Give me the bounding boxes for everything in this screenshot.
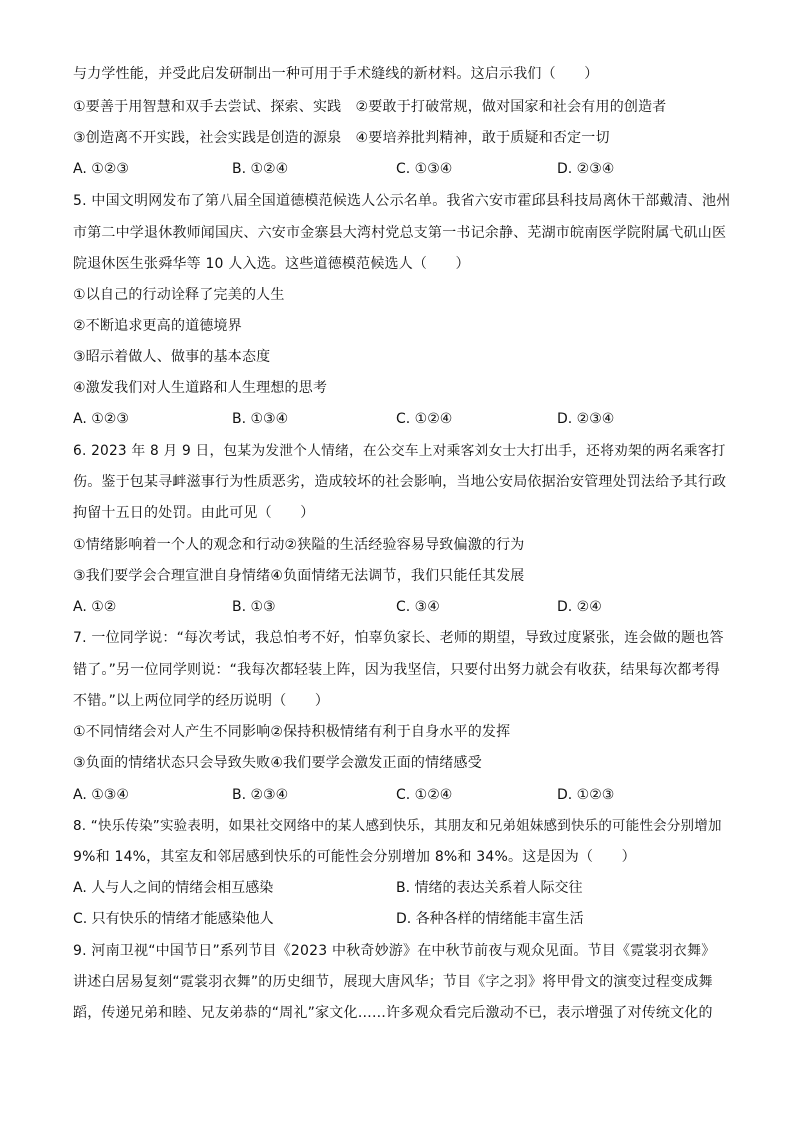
q4-option-a: A. ①②③ <box>73 161 129 177</box>
q5-stem-3: 院退休医生张舜华等 10 人入选。这些道德模范候选人（ ） <box>73 256 470 272</box>
q5-option-b: B. ①③④ <box>232 411 289 427</box>
q8-option-d: D. 各种各样的情绪能丰富生活 <box>396 911 584 927</box>
q4-option-b: B. ①②④ <box>232 161 289 177</box>
q4-stem-tail: 与力学性能，并受此启发研制出一种可用于手术缝线的新材料。这启示我们（ ） <box>73 66 599 82</box>
q6-option-c: C. ③④ <box>396 599 440 615</box>
q6-stem-3: 拘留十五日的处罚。由此可见（ ） <box>73 505 315 521</box>
q6-stem-1: 6. 2023 年 8 月 9 日，包某为发泄个人情绪，在公交车上对乘客刘女士大打出手，还将劝架的两名乘客打 <box>73 443 726 459</box>
q6-stem-2: 伤。鉴于包某寻衅滋事行为性质恶劣，造成较坏的社会影响，当地公安局依据治安管理处罚法给予其行政 <box>73 474 727 490</box>
q7-option-a: A. ①③④ <box>73 787 129 803</box>
q5-stem-1: 5. 中国文明网发布了第八届全国道德模范候选人公示名单。我省六安市霍邱县科技局离休干部戴清、池州 <box>73 193 731 209</box>
q5-option-c: C. ①②④ <box>396 411 453 427</box>
q6-option-a: A. ①② <box>73 599 117 615</box>
q6-statements-1: ①情绪影响着一个人的观念和行动②狭隘的生活经验容易导致偏激的行为 <box>73 537 525 553</box>
q7-stem-1: 7. 一位同学说：“每次考试，我总怕考不好，怕辜负家长、老师的期望，导致过度紧张，连会做的题也答 <box>73 630 724 646</box>
q5-option-a: A. ①②③ <box>73 411 129 427</box>
q7-statements-1: ①不同情绪会对人产生不同影响②保持积极情绪有利于自身水平的发挥 <box>73 724 511 740</box>
q4-statements-1: ①要善于用智慧和双手去尝试、探索、实践 ②要敢于打破常规，做对国家和社会有用的创造者 <box>73 99 667 115</box>
q7-option-d: D. ①②③ <box>557 787 615 803</box>
q6-option-b: B. ①③ <box>232 599 276 615</box>
q8-option-c: C. 只有快乐的情绪才能感染他人 <box>73 911 274 927</box>
q7-stem-3: 不错。”以上两位同学的经历说明（ ） <box>73 693 330 709</box>
q8-stem-2: 9%和 14%，其室友和邻居感到快乐的可能性会分别增加 8%和 34%。这是因为（ ） <box>73 849 636 865</box>
q6-statements-2: ③我们要学会合理宣泄自身情绪④负面情绪无法调节，我们只能任其发展 <box>73 568 525 584</box>
q4-statements-2: ③创造离不开实践，社会实践是创造的源泉 ④要培养批判精神，敢于质疑和否定一切 <box>73 130 610 146</box>
q5-stem-2: 市第二中学退休教师闻国庆、六安市金寨县大湾村党总支第一书记余静、芜湖市皖南医学院附属弋矶山医 <box>73 225 727 241</box>
q8-option-b: B. 情绪的表达关系着人际交往 <box>396 880 583 896</box>
q7-stem-2: 错了。”另一位同学则说：“我每次都轻装上阵，因为我坚信，只要付出努力就会有收获，结果每次都考得 <box>73 662 720 678</box>
q5-option-d: D. ②③④ <box>557 411 615 427</box>
q9-stem-2: 讲述白居易复刻“霓裳羽衣舞”的历史细节，展现大唐风华；节目《字之羽》将甲骨文的演变过程变成舞 <box>73 974 713 990</box>
q5-statement-2: ②不断追求更高的道德境界 <box>73 318 242 334</box>
q9-stem-1: 9. 河南卫视“中国节日”系列节目《2023 中秋奇妙游》在中秋节前夜与观众见面。节目《霓裳羽衣舞》 <box>73 943 716 959</box>
q7-option-b: B. ②③④ <box>232 787 289 803</box>
q6-option-d: D. ②④ <box>557 599 602 615</box>
q4-option-c: C. ①③④ <box>396 161 453 177</box>
q5-statement-3: ③昭示着做人、做事的基本态度 <box>73 349 271 365</box>
q7-option-c: C. ①②④ <box>396 787 453 803</box>
q4-option-d: D. ②③④ <box>557 161 615 177</box>
q9-stem-3: 蹈，传递兄弟和睦、兄友弟恭的“周礼”家文化……许多观众看完后激动不已，表示增强了对传统文化的 <box>73 1005 713 1021</box>
q8-stem-1: 8. “快乐传染”实验表明，如果社交网络中的某人感到快乐，其朋友和兄弟姐妹感到快乐的可能性会分别增加 <box>73 818 722 834</box>
q8-option-a: A. 人与人之间的情绪会相互感染 <box>73 880 274 896</box>
q5-statement-4: ④激发我们对人生道路和人生理想的思考 <box>73 380 328 396</box>
q7-statements-2: ③负面的情绪状态只会导致失败④我们要学会激发正面的情绪感受 <box>73 755 482 771</box>
q5-statement-1: ①以自己的行动诠释了完美的人生 <box>73 287 285 303</box>
